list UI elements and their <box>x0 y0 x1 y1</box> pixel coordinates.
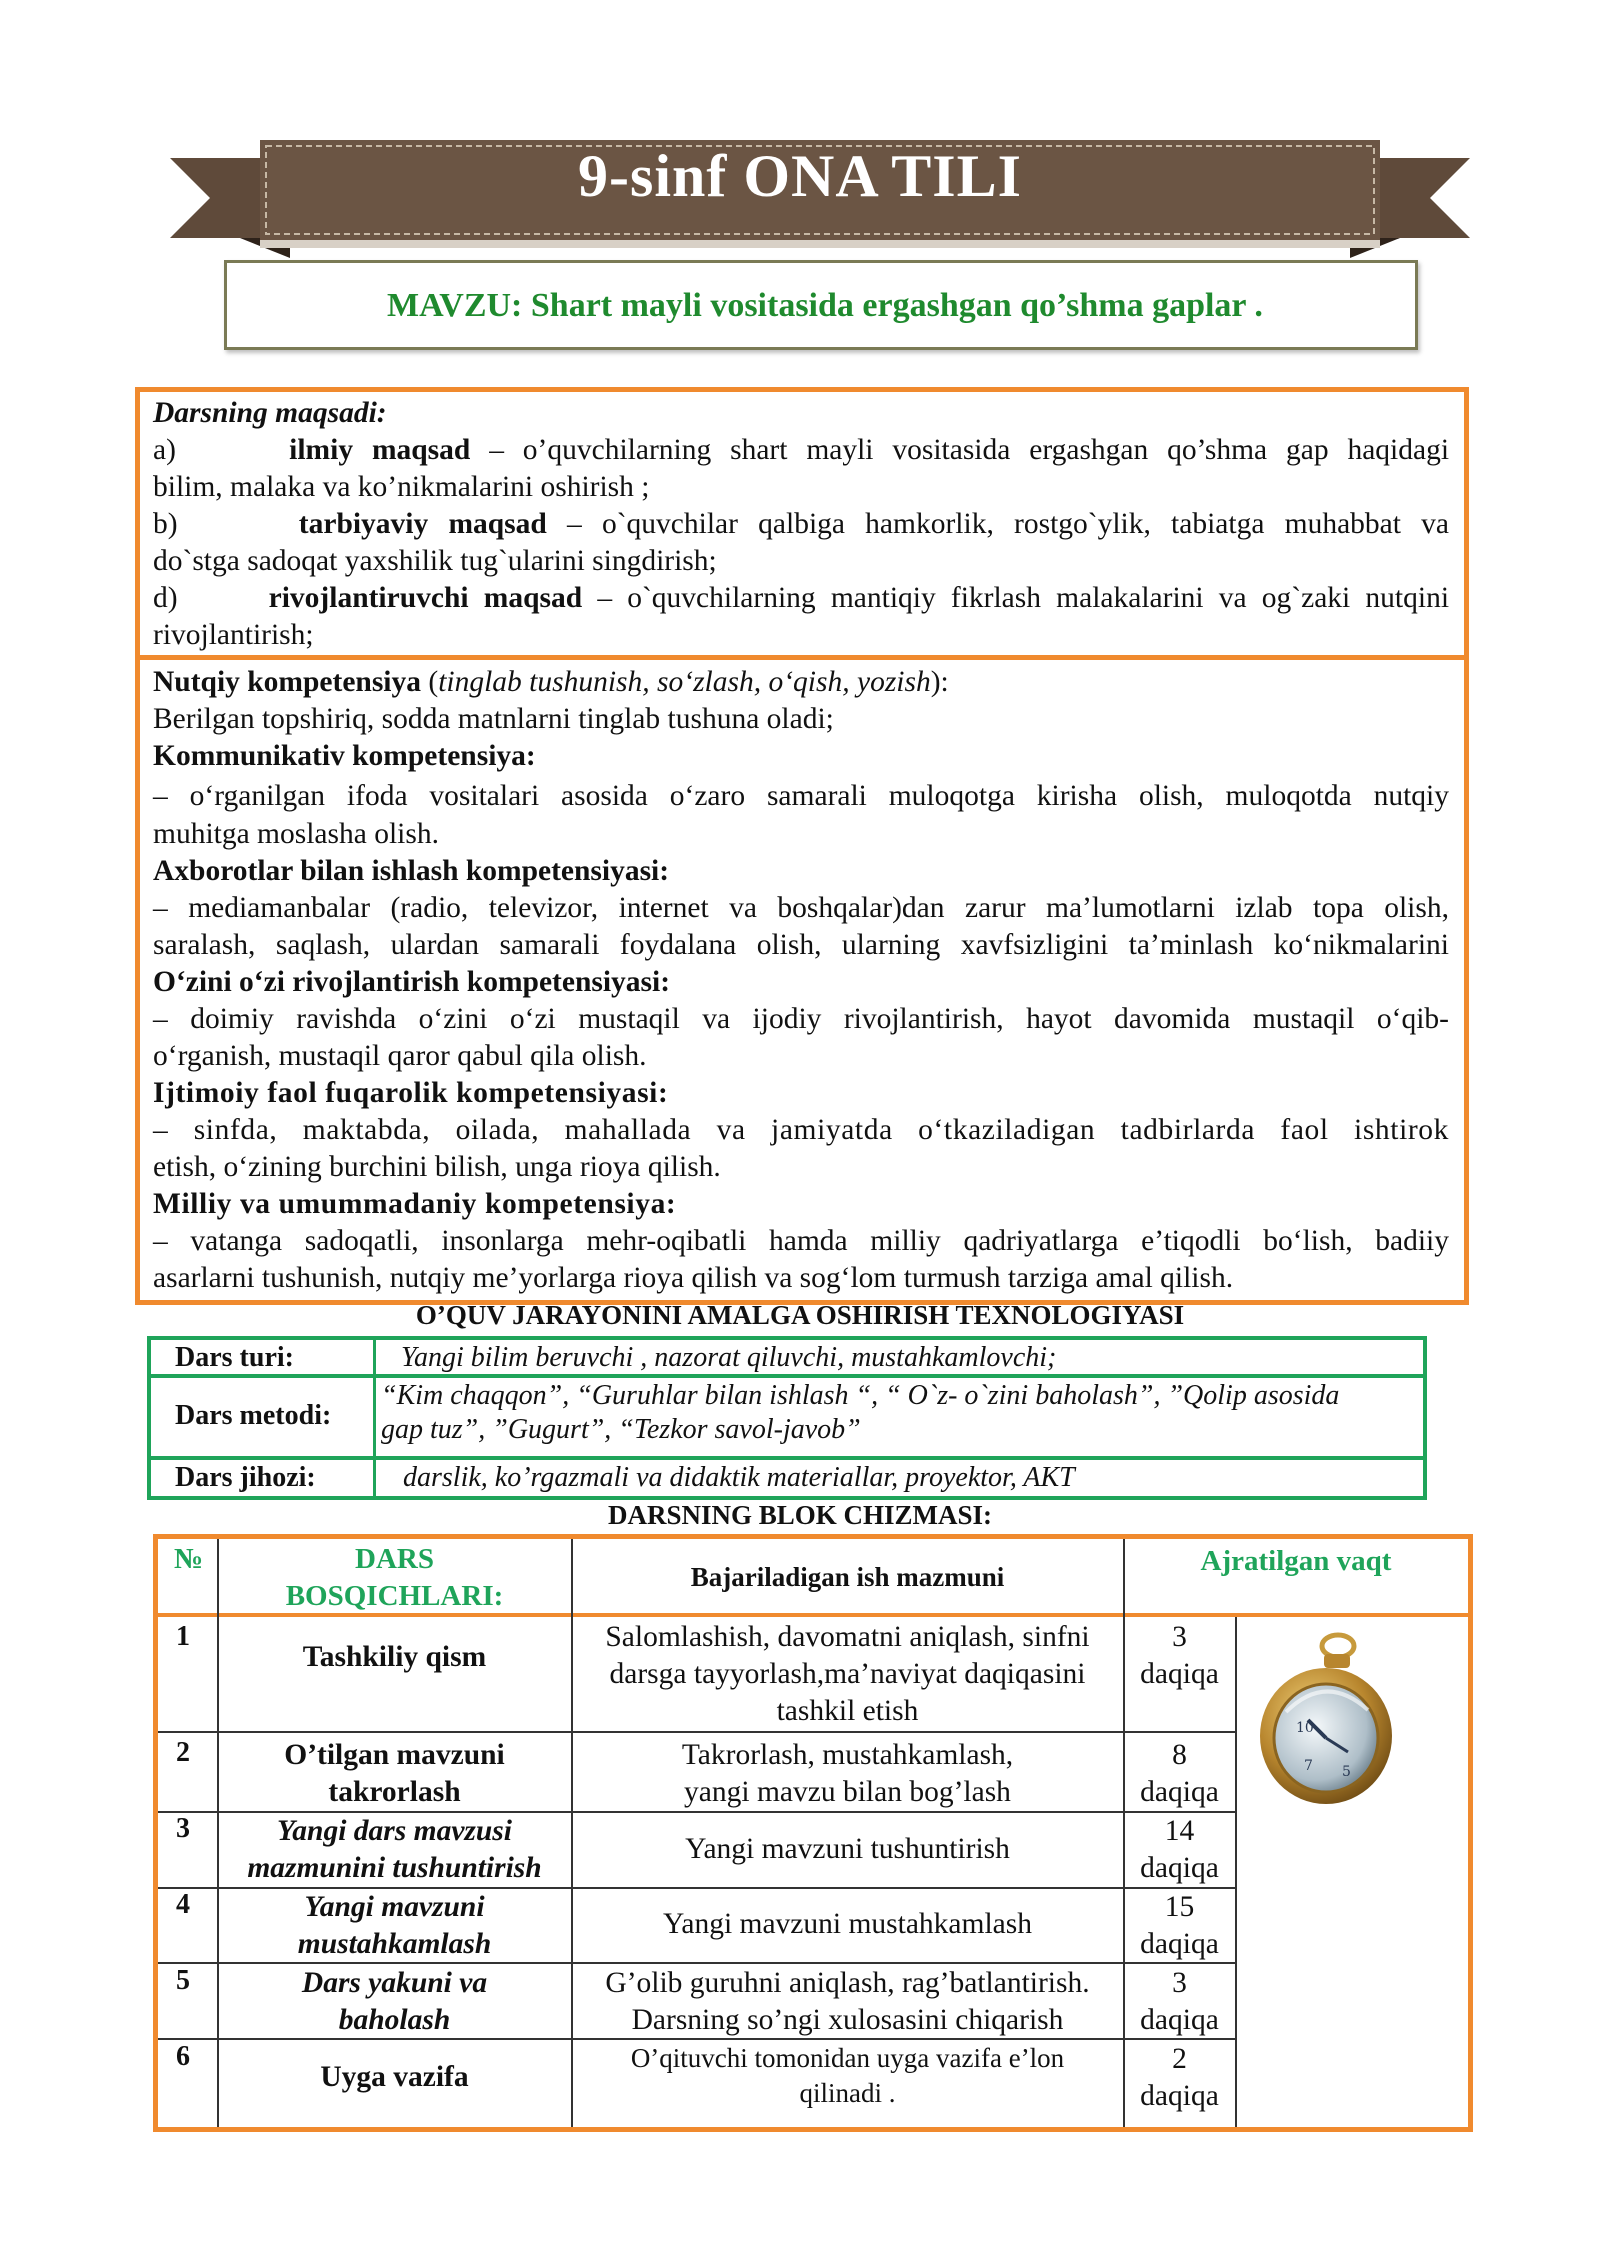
row-stage: Dars yakuni va baholash <box>301 1967 488 2036</box>
row-content: G’olib guruhni aniqlash, rag’batlantirish. Darsning so’ngi xulosasini chiqarish <box>605 1967 1090 2036</box>
goal-b-line2: do`stga sadoqat yaxshilik tug`ularini singdirish; <box>153 545 717 577</box>
ijt-line2: etish, o‘zining burchini bilish, unga rioya qilish. <box>153 1151 721 1183</box>
row-num: 5 <box>176 1965 190 1996</box>
row-num: 1 <box>176 1621 190 1652</box>
ijt-heading: Ijtimoiy faol fuqarolik kompetensiyasi: <box>153 1077 669 1109</box>
ozini-line2: o‘rganish, mustaqil qaror qabul qila olish. <box>153 1040 647 1072</box>
goal-a-line2: bilim, malaka va ko’nikmalarini oshirish ; <box>153 471 650 503</box>
col-num-header: № <box>174 1543 204 1575</box>
row-content: Yangi mavzuni tushuntirish <box>685 1833 1010 1865</box>
blok-hline <box>158 1731 1235 1733</box>
row-num: 2 <box>176 1737 190 1768</box>
row-content: Yangi mavzuni mustahkamlash <box>663 1908 1032 1940</box>
row-time: 2 daqiqa <box>1140 2043 1219 2112</box>
row-stage: Yangi mavzuni mustahkamlash <box>297 1891 492 1960</box>
tech-label: Dars metodi: <box>175 1400 332 1431</box>
nutqiy-heading: Nutqiy kompetensiya (tinglab tushunish, so‘zlash, o‘qish, yozish): <box>153 666 949 698</box>
tech-label: Dars jihozi: <box>175 1462 316 1493</box>
axb-heading: Axborotlar bilan ishlash kompetensiyasi: <box>153 855 670 887</box>
row-content: Takrorlash, mustahkamlash, yangi mavzu bilan bog’lash <box>681 1739 1014 1808</box>
mil-line1: – vatanga sadoqatli, insonlarga mehr-oqibatli hamda milliy qadriyatlarga e’tiqodli bo‘lish, badiiy <box>153 1225 1449 1257</box>
row-stage: Uyga vazifa <box>320 2061 469 2093</box>
ozini-heading: O‘zini o‘zi rivojlantirish kompetensiyasi: <box>153 966 671 998</box>
tech-value: gap tuz”, ”Gugurt”, “Tezkor savol-javob” <box>381 1414 861 1445</box>
ijt-line1: – sinfda, maktabda, oilada, mahallada va jamiyatda o‘tkaziladigan tadbirlarda faol ishtirok <box>153 1114 1449 1146</box>
goal-d-line2: rivojlantirish; <box>153 619 314 651</box>
row-time: 3 daqiqa <box>1140 1621 1219 1690</box>
row-time: 15 daqiqa <box>1140 1891 1219 1960</box>
row-stage: O’tilgan mavzuni takrorlash <box>284 1739 505 1808</box>
row-stage: Tashkiliy qism <box>302 1641 487 1673</box>
technology-table <box>147 1336 1427 1500</box>
goal-a-line1: a) ilmiy maqsad – o’quvchilarning shart mayli vositasida ergashgan qo’shma gap haqidagi <box>153 434 1450 466</box>
komm-heading: Kommunikativ kompetensiya: <box>153 740 536 772</box>
row-num: 3 <box>176 1813 190 1844</box>
col-stage-header: DARS BOSQICHLARI: <box>285 1543 504 1612</box>
technology-heading: O’QUV JARAYONINI AMALGA OSHIRISH TEXNOLOGIYASI <box>415 1300 1185 1330</box>
tech-row-2 <box>147 1374 1427 1460</box>
col-time-header: Ajratilgan vaqt <box>1200 1545 1392 1577</box>
nutqiy-text: Berilgan topshiriq, sodda matnlarni tinglab tushuna oladi; <box>153 703 834 735</box>
pocket-watch-icon <box>1256 1632 1396 1807</box>
goals-heading: Darsning maqsadi: <box>153 397 387 429</box>
tech-value: darslik, ko’rgazmali va didaktik materiallar, proyektor, AKT <box>403 1462 1075 1493</box>
axb-line1: – mediamanbalar (radio, televizor, internet va boshqalar)dan zarur ma’lumotlarni izlab topa olish, <box>153 892 1449 924</box>
topic-box <box>224 260 1418 350</box>
svg-text:5: 5 <box>1342 1764 1351 1780</box>
col-content-header: Bajariladigan ish mazmuni <box>690 1562 1005 1592</box>
mil-line2: asarlarni tushunish, nutqiy me’yorlarga rioya qilish va sog‘lom turmush tarziga amal qilish. <box>153 1262 1234 1294</box>
blok-heading: DARSNING BLOK CHIZMASI: <box>607 1500 993 1530</box>
page-title: 9-sinf ONA TILI <box>577 143 1023 209</box>
svg-text:7: 7 <box>1304 1758 1313 1774</box>
mil-heading: Milliy va umummadaniy kompetensiya: <box>153 1188 677 1220</box>
row-content: Salomlashish, davomatni aniqlash, sinfni darsga tayyorlash,ma’naviyat daqiqasini tashkil etish <box>605 1621 1090 1727</box>
row-time: 14 daqiqa <box>1140 1815 1219 1884</box>
tech-row-3 <box>147 1456 1427 1500</box>
blok-vline <box>1235 1617 1237 2127</box>
komm-line2: muhitga moslasha olish. <box>153 818 439 850</box>
tech-row-1 <box>147 1336 1427 1378</box>
row-num: 6 <box>176 2041 190 2072</box>
axb-line2: saralash, saqlash, ulardan samarali foydalana olish, ularning xavfsizligini ta’minlash ko‘nikmalarini <box>153 929 1449 961</box>
row-stage: Yangi dars mavzusi mazmunini tushuntirish <box>247 1815 542 1884</box>
blok-table <box>153 1534 1473 2132</box>
komm-line1: – o‘rganilgan ifoda vositalari asosida o‘zaro samarali muloqotga kirisha olish, muloqotda nutqiy <box>153 780 1449 812</box>
topic-text: MAVZU: Shart mayli vositasida ergashgan qo’shma gaplar . <box>387 287 1263 324</box>
goal-b-line1: b) tarbiyaviy maqsad – o`quvchilar qalbiga hamkorlik, rostgo`ylik, tabiatga muhabbat va <box>153 508 1449 540</box>
row-time: 3 daqiqa <box>1140 1967 1219 2036</box>
tech-label: Dars turi: <box>175 1342 294 1373</box>
tech-divider <box>373 1336 376 1500</box>
svg-text:10: 10 <box>1296 1720 1314 1736</box>
tech-value: “Kim chaqqon”, “Guruhlar bilan ishlash “, “ O`z- o`zini baholash”, ”Qolip asosida <box>381 1380 1340 1411</box>
row-content: O’qituvchi tomonidan uyga vazifa e’lon qilinadi . <box>630 2043 1065 2108</box>
goal-d-line1: d) rivojlantiruvchi maqsad – o`quvchilarning mantiqiy fikrlash malakalarini va og`zaki nutqini <box>153 582 1450 614</box>
tech-value: Yangi bilim beruvchi , nazorat qiluvchi, mustahkamlovchi; <box>401 1342 1057 1373</box>
ozini-line1: – doimiy ravishda o‘zini o‘zi mustaqil va ijodiy rivojlantirish, hayot davomida mustaqil o‘qib- <box>153 1003 1449 1035</box>
row-time: 8 daqiqa <box>1140 1739 1219 1808</box>
row-num: 4 <box>176 1889 190 1920</box>
